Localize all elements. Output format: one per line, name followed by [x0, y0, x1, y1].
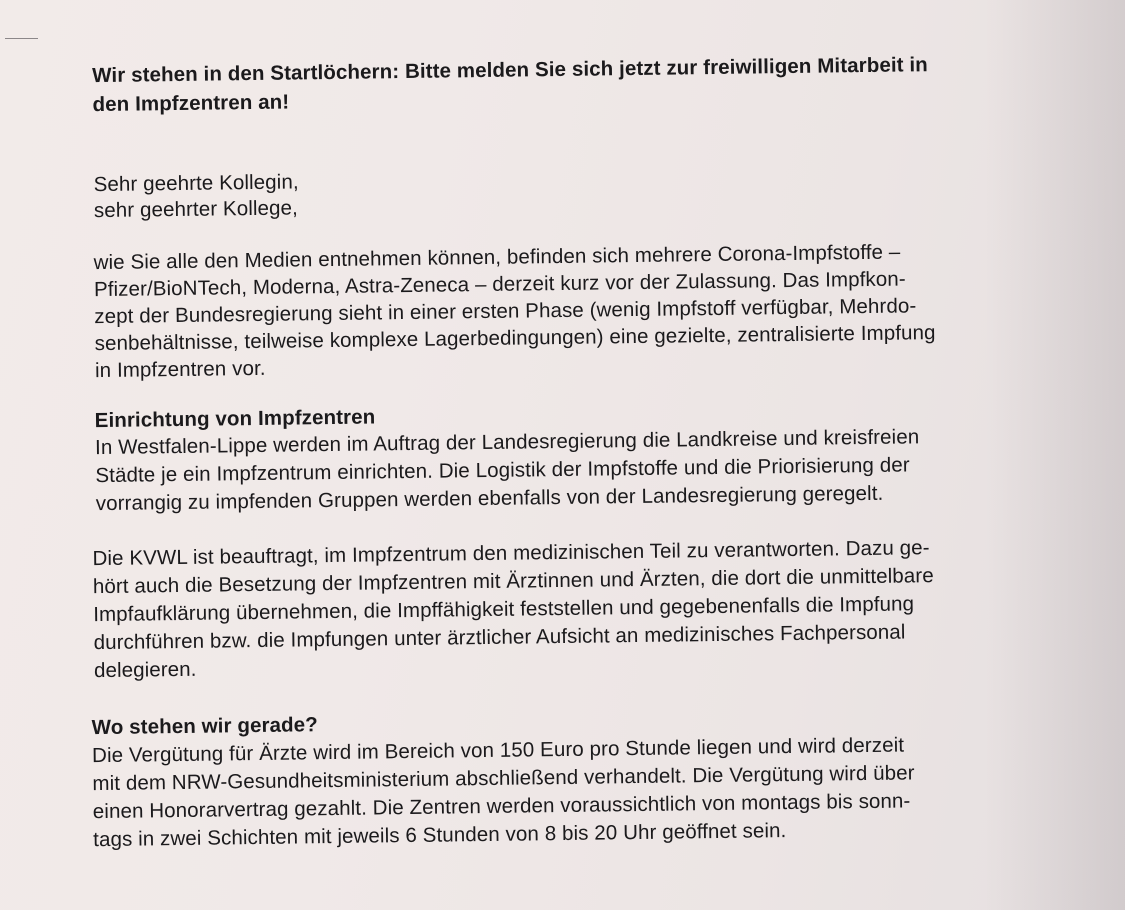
headline-line-2: den Impfzentren an! — [92, 90, 290, 117]
section2-line-3: einen Honorarvertrag gezahlt. Die Zentren werden voraussichtlich von montags bis sonn- — [92, 789, 911, 824]
headline-line-1: Wir stehen in den Startlöchern: Bitte melden Sie sich jetzt zur freiwilligen Mitarbeit in — [92, 53, 928, 88]
section1-p1-line-1: In Westfalen-Lippe werden im Auftrag der Landesregierung die Landkreise und kreisfreien — [94, 425, 920, 460]
section1-p2-line-5: delegieren. — [93, 657, 197, 683]
salutation-line-2: sehr geehrter Kollege, — [93, 196, 299, 223]
section1-p2-line-2: hört auch die Besetzung der Impfzentren mit Ärztinnen und Ärzten, die dort die unmittelbare — [92, 564, 934, 599]
section1-p2-line-3: Impfaufklärung übernehmen, die Impffähigkeit feststellen und gegebenenfalls die Impfung — [93, 592, 915, 627]
section2-line-4: tags in zwei Schichten mit jeweils 6 Stunden von 8 bis 20 Uhr geöffnet sein. — [93, 819, 787, 852]
intro-line-3: zept der Bundesregierung sieht in einer ersten Phase (wenig Impfstoff verfügbar, Mehrdo- — [94, 294, 917, 329]
intro-line-5: in Impfzentren vor. — [94, 356, 266, 383]
section1-p2-line-1: Die KVWL ist beauftragt, im Impfzentrum den medizinischen Teil zu verantworten. Dazu ge- — [92, 536, 930, 571]
section-heading-status: Wo stehen wir gerade? — [91, 713, 318, 740]
section1-p1-line-2: Städte je ein Impfzentrum einrichten. Die Logistik der Impfstoffe und die Priorisierung der — [95, 453, 910, 488]
salutation-line-1: Sehr geehrte Kollegin, — [93, 170, 299, 197]
section1-p2-line-4: durchführen bzw. die Impfungen unter ärztlicher Aufsicht an medizinisches Fachpersonal — [93, 620, 906, 655]
section-heading-impfzentren: Einrichtung von Impfzentren — [94, 405, 376, 433]
section1-p1-line-3: vorrangig zu impfenden Gruppen werden ebenfalls von der Landesregierung geregelt. — [95, 481, 884, 516]
intro-line-1: wie Sie alle den Medien entnehmen können, befinden sich mehrere Corona-Impfstoffe – — [93, 240, 901, 275]
intro-line-2: Pfizer/BioNTech, Moderna, Astra-Zeneca – derzeit kurz vor der Zulassung. Das Impfkon- — [93, 267, 906, 302]
section2-line-1: Die Vergütung für Ärzte wird im Bereich von 150 Euro pro Stunde liegen und wird derzeit — [91, 733, 905, 768]
section2-line-2: mit dem NRW-Gesundheitsministerium abschließend verhandelt. Die Vergütung wird über — [92, 761, 915, 796]
intro-line-4: senbehältnisse, teilweise komplexe Lagerbedingungen) eine gezielte, zentralisierte Impfung — [94, 321, 936, 356]
